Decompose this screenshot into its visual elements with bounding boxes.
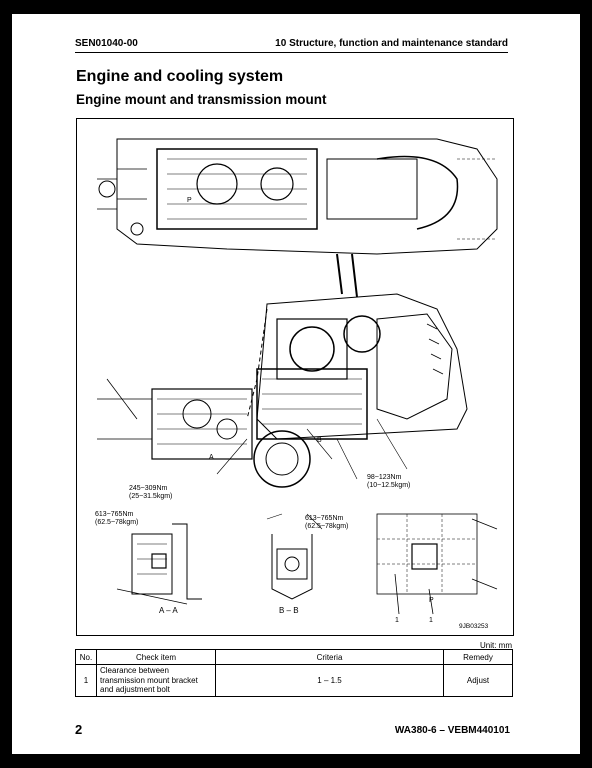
page-number: 2: [75, 722, 83, 737]
col-no: No.: [76, 650, 97, 665]
page-title: Engine and cooling system: [76, 68, 284, 85]
col-criteria: Criteria: [216, 650, 444, 665]
torque-label-3-kgm: (62.5~78kgm): [95, 519, 139, 526]
table-header-row: [76, 650, 513, 665]
ref-label-p: P: [187, 197, 192, 204]
torque-label-1-kgm: (10~12.5kgm): [367, 482, 411, 489]
torque-label-2: 245~309Nm: [129, 485, 168, 492]
ref-label-p2: P: [429, 597, 434, 604]
header-divider: [75, 52, 508, 53]
section-title: 10 Structure, function and maintenance standard: [275, 38, 508, 49]
document-reference: WA380-6 – VEBM440101: [394, 725, 510, 736]
top-view-radiator: [327, 159, 417, 219]
ref-label-a: A: [209, 454, 214, 461]
row-remedy: Adjust: [444, 665, 513, 697]
transmission-body: [152, 389, 252, 459]
ref-label-1b: 1: [429, 617, 433, 624]
unit-label: Unit: mm: [480, 641, 512, 650]
table-row: [76, 665, 513, 697]
doc-code: SEN01040-00: [75, 38, 138, 49]
manual-page: [12, 14, 580, 754]
ref-label-b: B: [317, 437, 322, 444]
row-criteria: 1 – 1.5: [216, 665, 444, 697]
row-check-item: Clearance between transmission mount bracket and adjustment bolt: [97, 665, 216, 697]
engine-diagram-drawing: [77, 119, 513, 635]
torque-label-1: 98~123Nm: [367, 474, 402, 481]
section-label-aa: A – A: [159, 606, 178, 615]
engine-mount-figure: [76, 118, 514, 636]
ref-label-1a: 1: [395, 617, 399, 624]
figure-code: 9JB03253: [459, 623, 489, 630]
section-label-bb: B – B: [279, 606, 299, 615]
page-subtitle: Engine mount and transmission mount: [76, 92, 327, 107]
row-no: 1: [76, 665, 97, 697]
torque-label-3: 613~765Nm: [95, 511, 134, 518]
torque-label-2-kgm: (25~31.5kgm): [129, 493, 173, 500]
top-view-outline: [117, 139, 497, 254]
torque-label-4-kgm: (62.5~78kgm): [305, 523, 349, 530]
torque-label-4: 613~765Nm: [305, 515, 344, 522]
col-remedy: Remedy: [444, 650, 513, 665]
col-check-item: Check item: [97, 650, 216, 665]
check-table: [75, 649, 513, 697]
